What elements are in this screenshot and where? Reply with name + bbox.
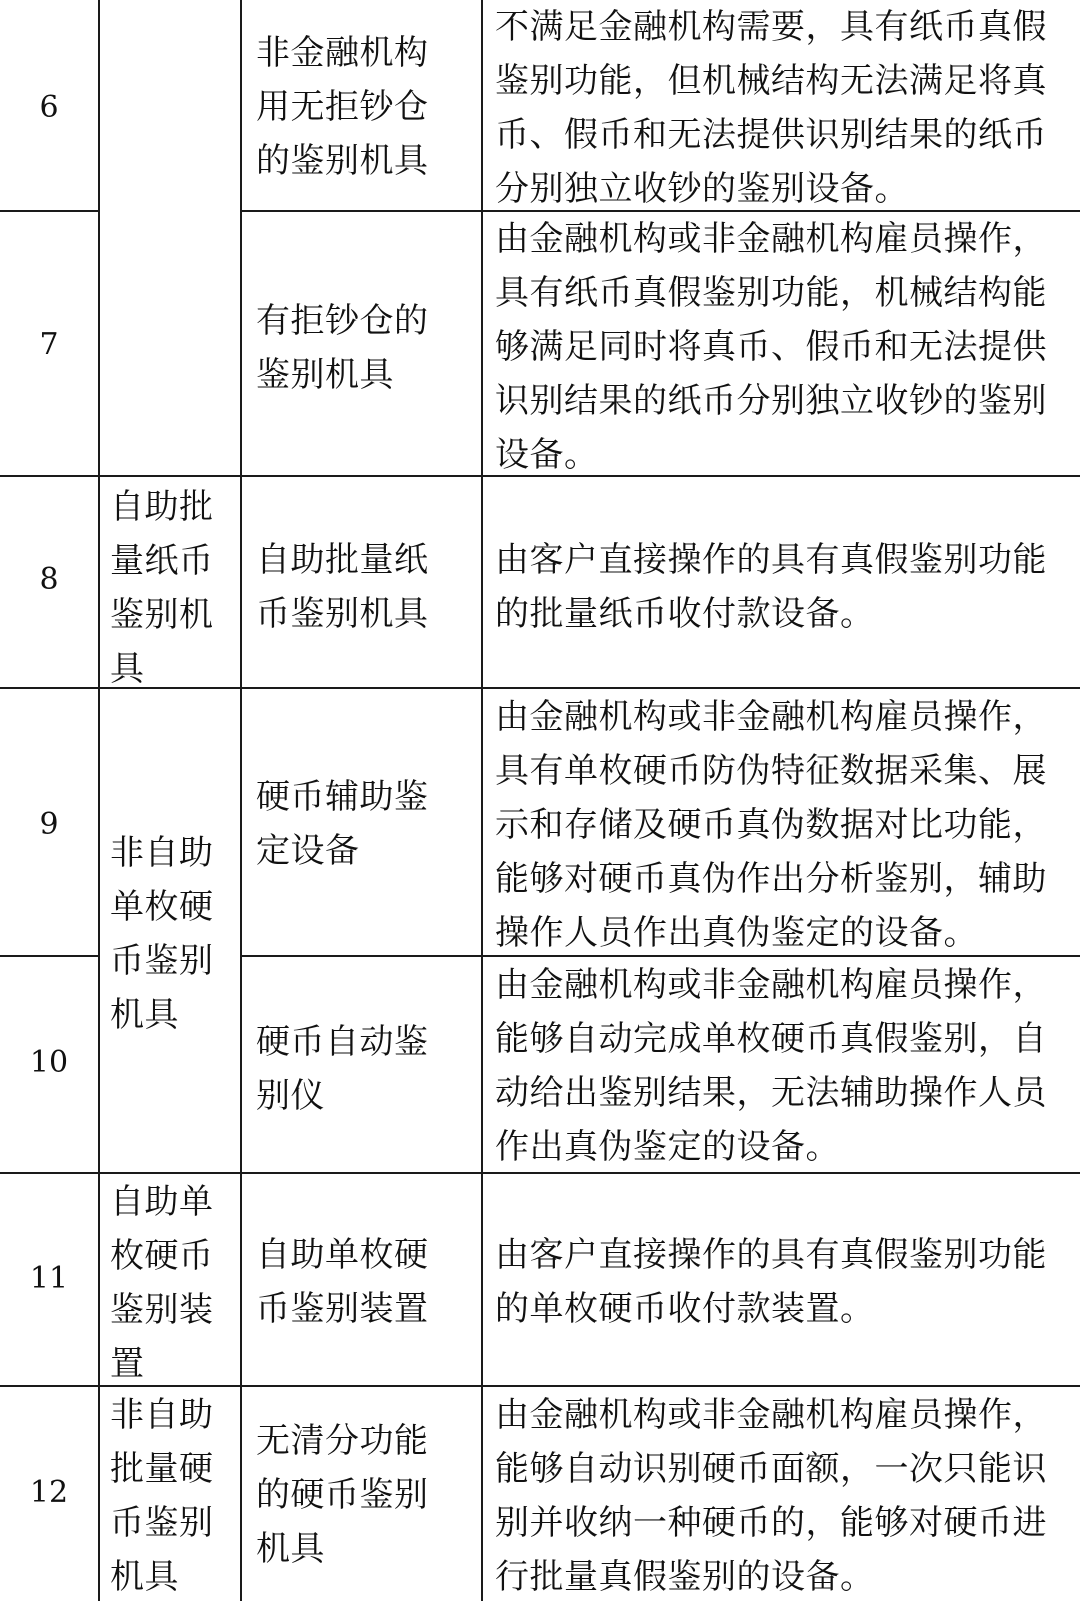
row-description: 由金融机构或非金融机构雇员操作， 具有纸币真假鉴别功能，机械结构能 够满足同时将真币、假币和无法提供 识别结果的纸币分别独立收钞的鉴别 设备。	[495, 219, 1047, 475]
grid-vline	[240, 0, 242, 1601]
row-subtype: 自助单枚硬 币鉴别装置	[256, 1235, 429, 1329]
row-description: 由客户直接操作的具有真假鉴别功能 的单枚硬币收付款装置。	[495, 1235, 1047, 1329]
row-description: 由客户直接操作的具有真假鉴别功能 的批量纸币收付款设备。	[495, 540, 1047, 634]
row-description: 由金融机构或非金融机构雇员操作， 能够自动完成单枚硬币真假鉴别，自 动给出鉴别结果，无法辅助操作人员 作出真伪鉴定的设备。	[495, 965, 1047, 1167]
grid-hline	[0, 955, 98, 957]
row-subtype: 无清分功能 的硬币鉴别 机具	[256, 1421, 429, 1569]
row-number: 8	[39, 562, 59, 597]
row-number: 11	[29, 1261, 69, 1296]
row-number: 6	[39, 90, 59, 125]
grid-vline	[481, 0, 483, 1601]
row-number: 12	[29, 1475, 69, 1510]
grid-vline	[98, 0, 100, 1601]
row-subtype: 自助批量纸 币鉴别机具	[256, 540, 429, 634]
row-category: 非自助 单枚硬 币鉴别 机具	[110, 833, 214, 1035]
row-number: 9	[39, 807, 59, 842]
row-number: 10	[29, 1045, 69, 1080]
row-description: 由金融机构或非金融机构雇员操作， 具有单枚硬币防伪特征数据采集、展 示和存储及硬币真伪数据对比功能， 能够对硬币真伪作出分析鉴别，辅助 操作人员作出真伪鉴定的设备。	[495, 697, 1047, 953]
row-subtype: 非金融机构 用无拒钞仓 的鉴别机具	[256, 33, 429, 181]
row-category: 非自助 批量硬 币鉴别 机具	[110, 1395, 214, 1597]
row-number: 7	[39, 327, 59, 362]
row-description: 由金融机构或非金融机构雇员操作， 能够自动识别硬币面额，一次只能识 别并收纳一种硬币的，能够对硬币进 行批量真假鉴别的设备。	[495, 1395, 1047, 1597]
row-description: 不满足金融机构需要，具有纸币真假 鉴别功能，但机械结构无法满足将真 币、假币和无法提供识别结果的纸币 分别独立收钞的鉴别设备。	[495, 7, 1047, 209]
row-subtype: 硬币辅助鉴 定设备	[256, 777, 429, 871]
row-category: 自助批 量纸币 鉴别机 具	[110, 487, 214, 689]
row-subtype: 硬币自动鉴 别仪	[256, 1022, 429, 1116]
row-category: 自助单 枚硬币 鉴别装 置	[110, 1182, 214, 1384]
row-subtype: 有拒钞仓的 鉴别机具	[256, 301, 429, 395]
grid-hline	[0, 210, 98, 212]
